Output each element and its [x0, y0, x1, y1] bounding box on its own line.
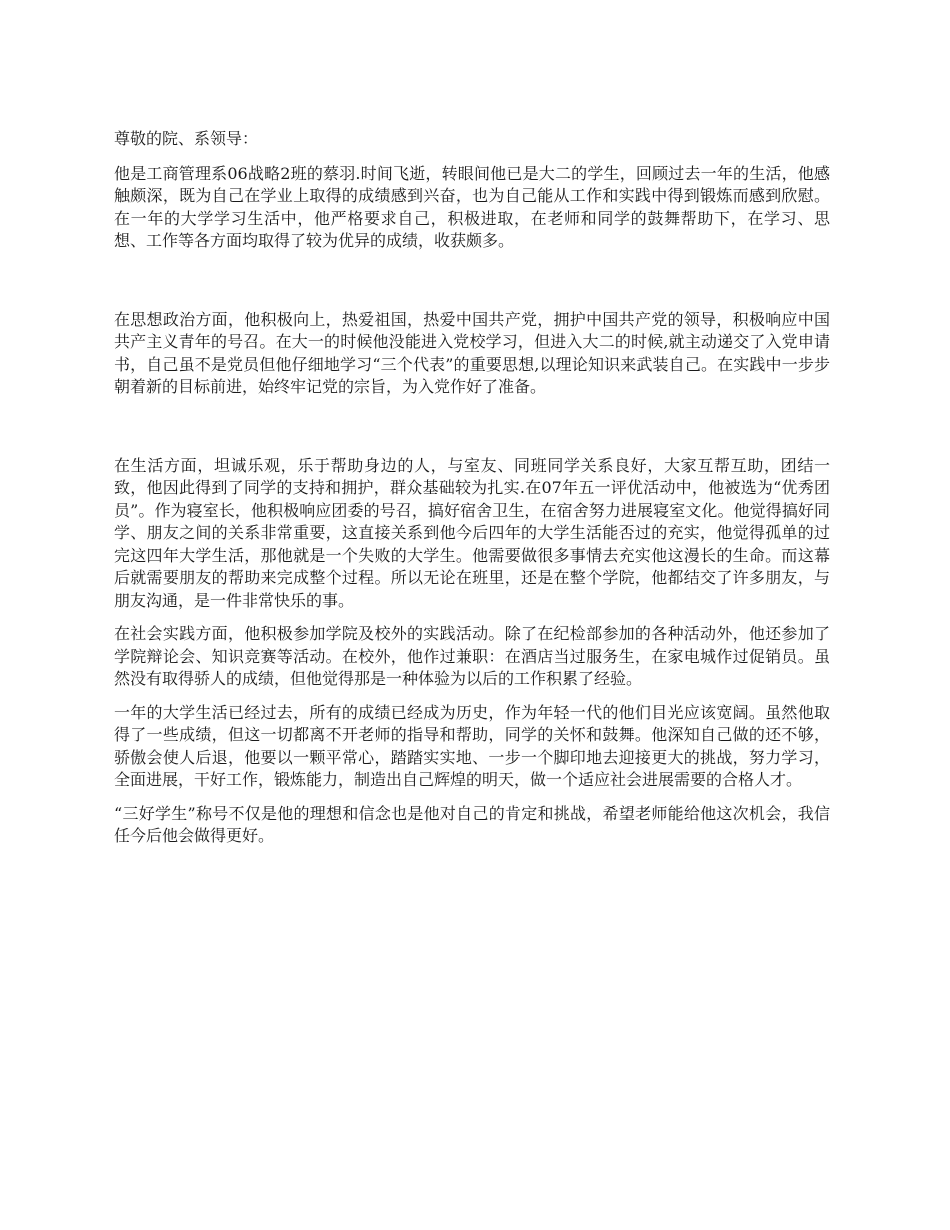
paragraph-social-practice: 在社会实践方面，他积极参加学院及校外的实践活动。除了在纪检部参加的各种活动外，他还参加了学院辩论会、知识竞赛等活动。在校外，他作过兼职：在酒店当过服务生，在家电城作过促销员。虽然没有取得骄人的成绩，但他觉得那是一种体验为以后的工作积累了经验。: [114, 624, 830, 688]
paragraph-spacer: [114, 264, 830, 309]
paragraph-closing: “三好学生”称号不仅是他的理想和信念也是他对自己的肯定和挑战，希望老师能给他这次机会，我信任今后他会做得更好。: [114, 803, 830, 845]
document-body: [114, 128, 830, 859]
paragraph-spacer: [114, 410, 830, 455]
paragraph-life: 在生活方面，坦诚乐观，乐于帮助身边的人，与室友、同班同学关系良好，大家互帮互助，团结一致，他因此得到了同学的支持和拥护，群众基础较为扎实.在07年五一评优活动中，他被选为“优秀团员”。作为寝室长，他积极响应团委的号召，搞好宿舍卫生，在宿舍努力进展寝室文化。他觉得搞好同学、朋友之间的关系非常重要，这直接关系到他今后四年的大学生活能否过的充实，他觉得孤单的过完这四年大学生活，那他就是一个失败的大学生。他需要做很多事情去充实他这漫长的生命。而这幕后就需要朋友的帮助来完成整个过程。所以无论在班里，还是在整个学院，他都结交了许多朋友，与朋友沟通，是一件非常快乐的事。: [114, 455, 830, 610]
paragraph-introduction: 他是工商管理系06战略2班的蔡羽.时间飞逝，转眼间他已是大二的学生，回顾过去一年的生活，他感触颇深，既为自己在学业上取得的成绩感到兴奋，也为自己能从工作和实践中得到锻炼而感到欣慰。在一年的大学学习生活中，他严格要求自己，积极进取，在老师和同学的鼓舞帮助下，在学习、思想、工作等各方面均取得了较为优异的成绩，收获颇多。: [114, 163, 830, 250]
paragraph-reflection: 一年的大学生活已经过去，所有的成绩已经成为历史，作为年轻一代的他们目光应该宽阔。虽然他取得了一些成绩，但这一切都离不开老师的指导和帮助，同学的关怀和鼓舞。他深知自己做的还不够，骄傲会使人后退，他要以一颗平常心，踏踏实实地、一步一个脚印地去迎接更大的挑战，努力学习，全面进展，干好工作，锻炼能力，制造出自己辉煌的明天，做一个适应社会进展需要的合格人才。: [114, 702, 830, 789]
salutation: 尊敬的院、系领导：: [114, 129, 259, 148]
paragraph-political: 在思想政治方面，他积极向上，热爱祖国，热爱中国共产党，拥护中国共产党的领导，积极响应中国共产主义青年的号召。在大一的时候他没能进入党校学习，但进入大二的时候,就主动递交了入党申请书，自己虽不是党员但他仔细地学习“三个代表”的重要思想,以理论知识来武装自己。在实践中一步步朝着新的目标前进，始终牢记党的宗旨，为入党作好了准备。: [114, 309, 830, 396]
